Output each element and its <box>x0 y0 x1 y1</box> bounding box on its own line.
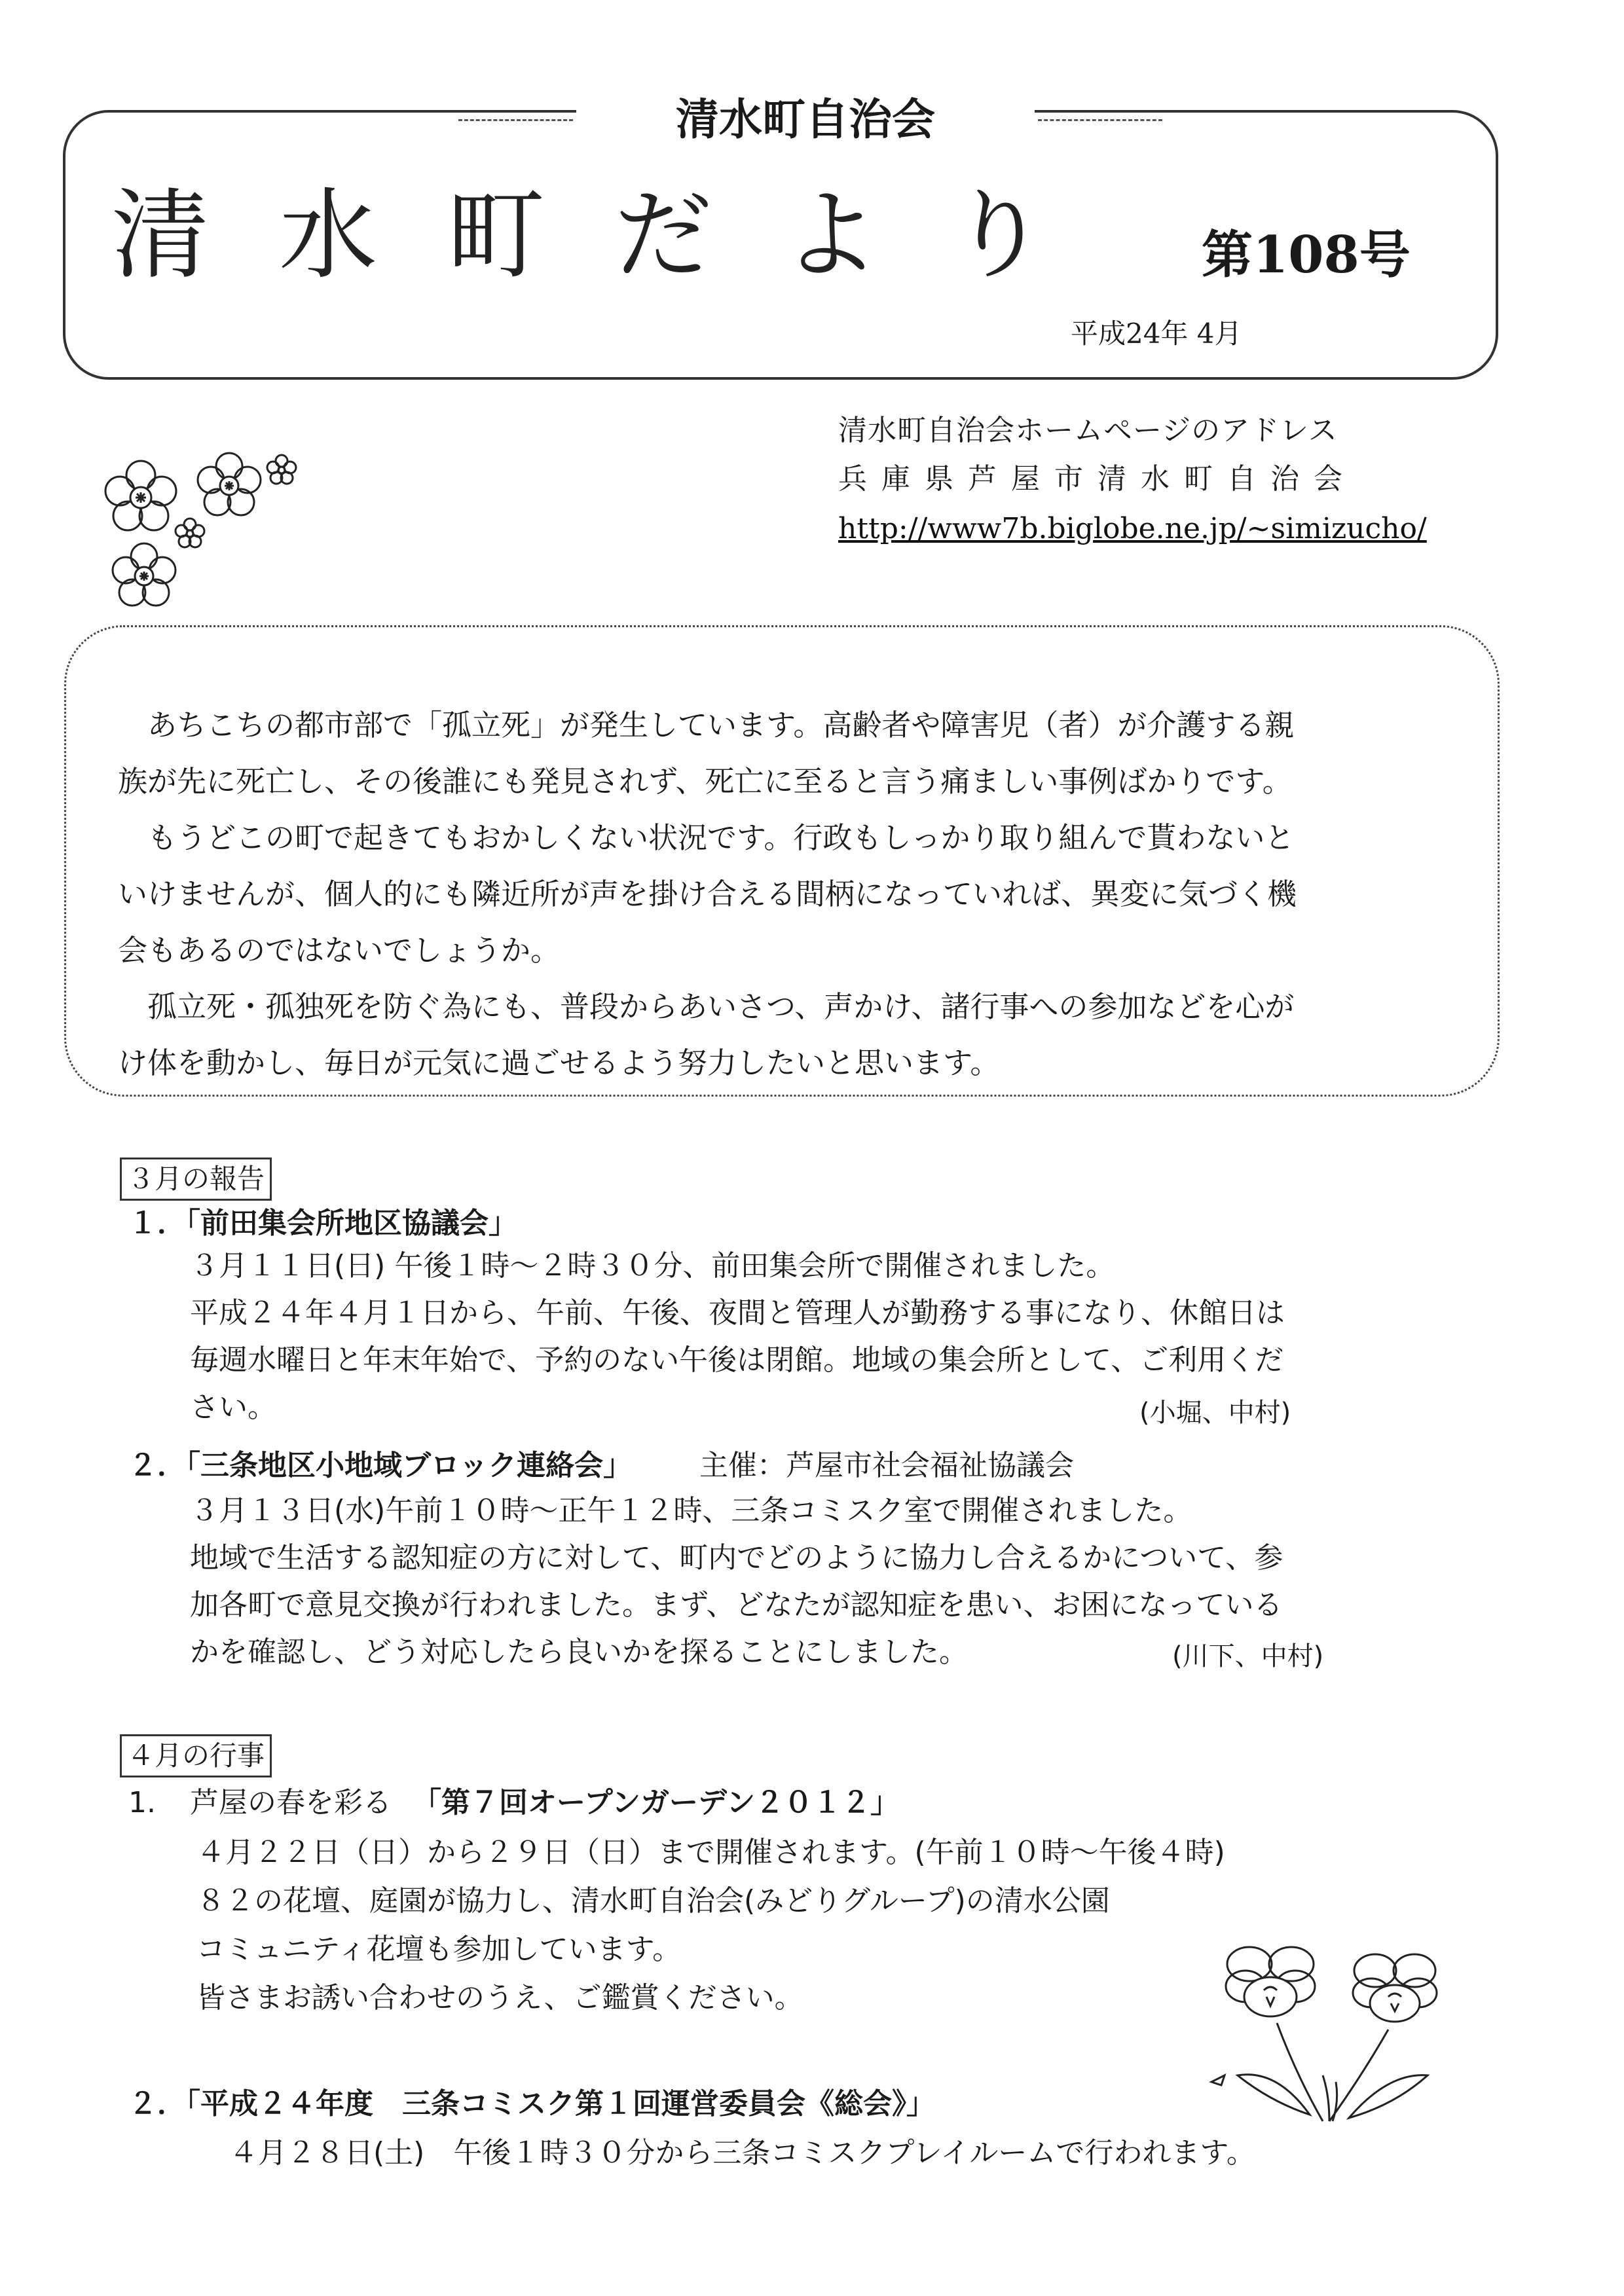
april-events-label: ４月の行事 <box>120 1734 272 1777</box>
homepage-heading: 清水町自治会ホームページのアドレス <box>838 414 1338 447</box>
march-item2-credit: (川下、中村) <box>1172 1641 1324 1671</box>
organization-name: 清水町自治会 <box>576 90 1035 149</box>
message-body <box>118 697 1454 1091</box>
header-divider-right <box>1038 119 1162 121</box>
april-item2-title: ２．「平成２４年度 三条コミスク第１回運営委員会《総会》」 <box>128 2087 935 2121</box>
march-item1-line: さい。 <box>190 1391 276 1424</box>
header-divider-left <box>458 119 573 121</box>
message-line: もうどこの町で起きてもおかしくない状況です。行政もしっかり取り組んで貰わないと <box>118 820 1295 855</box>
march-item2-line: 加各町で意見交換が行われました。まず、どなたが認知症を患い、お困になっている <box>190 1588 1283 1622</box>
march-item2-title: ２．「三条地区小地域ブロック連絡会」 <box>128 1449 633 1482</box>
cherry-blossom-illustration <box>92 445 308 622</box>
message-line: いけませんが、個人的にも隣近所が声を掛け合える間柄になっていれば、異変に気づく機 <box>118 877 1297 911</box>
message-line: 会もあるのではないでしょうか。 <box>118 933 561 968</box>
message-line: 族が先に死亡し、その後誰にも発見されず、死亡に至ると言う痛ましい事例ばかりです。 <box>118 764 1292 799</box>
march-item2-line: ３月１３日(水)午前１０時～正午１２時、三条コミスク室で開催されました。 <box>190 1494 1192 1527</box>
message-line: 孤立死・孤独死を防ぐ為にも、普段からあいさつ、声かけ、諸行事への参加などを心が <box>118 989 1295 1024</box>
april-item1-line: 皆さまお誘い合わせのうえ、ご鑑賞ください。 <box>196 1981 803 2014</box>
march-item2-line: 地域で生活する認知症の方に対して、町内でどのように協力し合えるかについて、参 <box>190 1541 1283 1575</box>
march-item1-line: 平成２４年４月１日から、午前、午後、夜間と管理人が勤務する事になり、休館日は <box>190 1296 1285 1330</box>
march-item2-sponsor: 主催：芦屋市社会福祉協議会 <box>699 1449 1074 1482</box>
march-item2-line: かを確認し、どう対応したら良いかを探ることにしました。 <box>190 1635 968 1669</box>
homepage-url-link[interactable]: http://www7b.biglobe.ne.jp/~simizucho/ <box>838 512 1427 545</box>
newsletter-title: 清水町だより <box>111 179 1118 293</box>
april-item1-title: 「第７回オープンガーデン２０１２」 <box>413 1786 900 1819</box>
april-item1-number: 1. <box>128 1786 156 1819</box>
march-item1-title: １．「前田集会所地区協議会」 <box>128 1207 517 1240</box>
april-item1-line: ４月２２日（日）から２９日（日）まで開催されます。(午前１０時～午後４時) <box>196 1836 1225 1869</box>
homepage-organization: 兵庫県芦屋市清水町自治会 <box>838 462 1357 496</box>
issue-date: 平成24年 4月 <box>1071 318 1242 350</box>
april-item1-line: コミュニティ花壇も参加しています。 <box>196 1933 682 1966</box>
march-item1-line: 毎週水曜日と年末年始で、予約のない午後は閉館。地域の集会所として、ご利用くだ <box>190 1343 1284 1377</box>
message-line: あちこちの都市部で「孤立死」が発生しています。高齢者や障害児（者）が介護する親 <box>118 708 1295 742</box>
april-item1-prefix: 芦屋の春を彩る <box>190 1786 392 1819</box>
pansy-illustration <box>1198 1931 1467 2128</box>
april-item2-line: ４月２８日(土) 午後１時３０分から三条コミスクプレイルームで行われます。 <box>229 2136 1255 2170</box>
march-report-label: ３月の報告 <box>120 1157 272 1201</box>
march-item1-credit: (小堀、中村) <box>1139 1398 1291 1428</box>
message-line: け体を動かし、毎日が元気に過ごせるよう努力したいと思います。 <box>118 1046 1000 1080</box>
issue-number: 第108号 <box>1202 225 1411 285</box>
march-item1-line: ３月１１日(日) 午後１時～２時３０分、前田集会所で開催されました。 <box>190 1249 1115 1283</box>
april-item1-line: ８２の花壇、庭園が協力し、清水町自治会(みどりグループ)の清水公園 <box>196 1884 1110 1918</box>
